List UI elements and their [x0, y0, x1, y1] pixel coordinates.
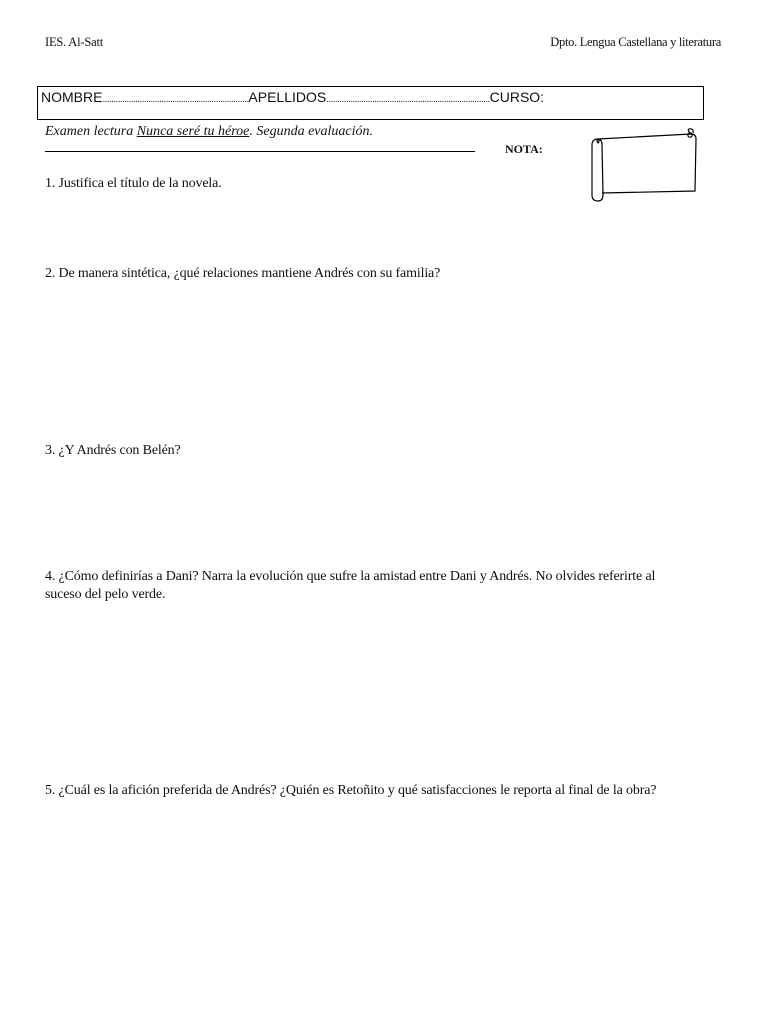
apellidos-label: APELLIDOS [248, 89, 327, 105]
grade-label: NOTA: [505, 142, 543, 156]
nombre-field[interactable]: ................................................................... [102, 94, 249, 105]
curso-field[interactable]: : [540, 89, 545, 105]
question-3: 3. ¿Y Andrés con Belén? [45, 443, 181, 458]
exam-subtitle [45, 124, 373, 140]
question-1: 1. Justifica el título de la novela. [45, 176, 222, 191]
apellidos-field[interactable]: ........................................................................... [326, 94, 490, 105]
curso-label: CURSO [489, 89, 541, 105]
student-info-box [37, 86, 704, 120]
nombre-label: NOMBRE [41, 89, 103, 105]
school-name: IES. Al-Satt [45, 35, 104, 49]
question-5: 5. ¿Cuál es la afición preferida de Andrés? ¿Quién es Retoñito y qué satisfacciones le reporta al final de la obra? [45, 783, 657, 798]
question-2: 2. De manera sintética, ¿qué relaciones mantiene Andrés con su familia? [45, 266, 441, 281]
question-4: 4. ¿Cómo definirías a Dani? Narra la evolución que sufre la amistad entre Dani y Andrés. No olvides referirte al suceso del pelo verde. [45, 569, 656, 602]
department-name: Dpto. Lengua Castellana y literatura [550, 35, 721, 49]
subtitle-rule [45, 151, 475, 152]
subtitle-suffix: . Segunda evaluación. [249, 124, 374, 139]
subtitle-prefix: Examen lectura [45, 124, 137, 139]
book-title: Nunca seré tu héroe [136, 124, 250, 139]
